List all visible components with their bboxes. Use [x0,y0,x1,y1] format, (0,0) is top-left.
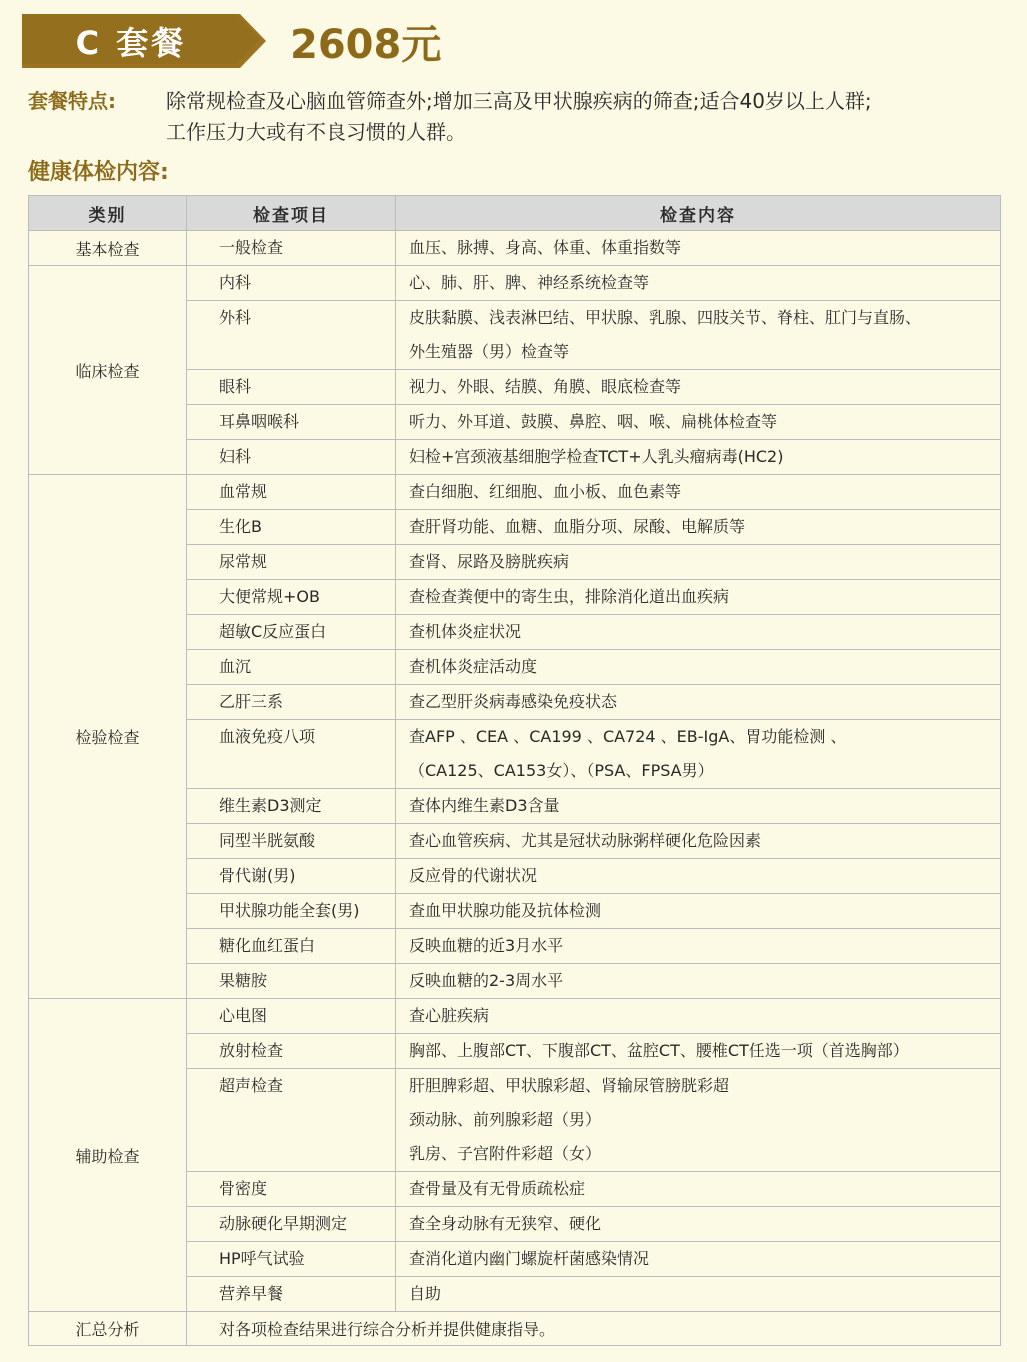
column-header-content: 检查内容 [396,196,1001,231]
content-cell [396,231,1001,266]
content-line: 查体内维生素D3含量 [409,796,560,815]
content-cell [396,1207,1001,1242]
content-cell [396,1242,1001,1277]
content-line: 肝胆脾彩超、甲状腺彩超、肾输尿管膀胱彩超 [409,1076,730,1095]
features-line: 除常规检查及心脑血管筛查外;增加三高及甲状腺疾病的筛查;适合40岁以上人群; [166,89,872,113]
content-line: 皮肤黏膜、浅表淋巴结、甲状腺、乳腺、四肢关节、脊柱、肛门与直肠、 [409,308,922,327]
content-line: 查机体炎症状况 [409,622,522,641]
package-name: C 套餐 [75,24,187,62]
category-cell: 辅助检查 [29,999,187,1312]
content-cell [396,894,1001,929]
item-cell [187,510,396,545]
item-name: 血沉 [219,657,252,676]
item-name: 内科 [219,273,252,292]
item-cell [187,405,396,440]
content-line: 查肝肾功能、血糖、血脂分项、尿酸、电解质等 [409,517,746,536]
item-name: 放射检查 [219,1041,284,1060]
item-cell [187,650,396,685]
item-name: 维生素D3测定 [219,796,322,815]
item-cell [187,1034,396,1069]
item-name: 大便常规+OB [219,587,320,606]
content-cell [396,1034,1001,1069]
item-cell [187,1207,396,1242]
content-line: 查全身动脉有无狭窄、硬化 [409,1214,602,1233]
content-line: 查心血管疾病、尤其是冠状动脉粥样硬化危险因素 [409,831,762,850]
table-row [29,999,1001,1034]
content-line: 反映血糖的2-3周水平 [409,971,564,990]
features-line: 工作压力大或有不良习惯的人群。 [166,120,466,144]
content-line: 视力、外眼、结膜、角膜、眼底检查等 [409,377,682,396]
content-cell [396,475,1001,510]
item-name: 超敏C反应蛋白 [219,622,327,641]
content-line: 乳房、子宫附件彩超（女） [409,1144,602,1163]
item-name: 营养早餐 [219,1284,284,1303]
table-row [29,475,1001,510]
summary-category-cell: 汇总分析 [29,1312,187,1346]
item-cell [187,440,396,475]
content-line: 反映血糖的近3月水平 [409,936,564,955]
content-line: 自助 [409,1284,442,1303]
content-cell [396,685,1001,720]
item-cell [187,1172,396,1207]
content-line: 查AFP 、CEA 、CA199 、CA724 、EB-IgA、胃功能检测 、 [409,727,847,746]
features-label: 套餐特点: [28,89,116,113]
content-line: （CA125、CA153女）、（PSA、FPSA男） [409,761,714,780]
item-cell [187,231,396,266]
content-cell [396,1069,1001,1172]
item-name: 眼科 [219,377,252,396]
item-cell [187,929,396,964]
item-name: 同型半胱氨酸 [219,831,316,850]
item-name: 心电图 [219,1006,268,1025]
content-line: 查骨量及有无骨质疏松症 [409,1179,586,1198]
item-cell [187,615,396,650]
item-cell [187,545,396,580]
content-cell [396,510,1001,545]
content-line: 外生殖器（男）检查等 [409,342,570,361]
item-cell [187,1242,396,1277]
item-cell [187,964,396,999]
item-name: 耳鼻咽喉科 [219,412,300,431]
content-cell [396,720,1001,789]
package-price: 2608元 [290,21,442,68]
content-line: 妇检+宫颈液基细胞学检查TCT+人乳头瘤病毒(HC2) [409,447,784,466]
item-cell [187,475,396,510]
content-line: 反应骨的代谢状况 [409,866,538,885]
package-banner [22,14,266,68]
item-cell [187,894,396,929]
item-name: 果糖胺 [219,971,268,990]
content-cell [396,301,1001,370]
item-name: 血液免疫八项 [219,727,316,746]
content-line: 胸部、上腹部CT、下腹部CT、盆腔CT、腰椎CT任选一项（首选胸部） [409,1041,909,1060]
content-cell [396,370,1001,405]
item-name: 外科 [219,308,252,327]
content-cell [396,824,1001,859]
content-line: 查机体炎症活动度 [409,657,538,676]
item-name: 骨密度 [219,1179,268,1198]
content-cell [396,964,1001,999]
content-cell [396,266,1001,301]
content-cell [396,545,1001,580]
item-name: 骨代谢(男) [219,866,296,885]
item-cell [187,301,396,370]
content-line: 查消化道内幽门螺旋杆菌感染情况 [409,1249,650,1268]
content-cell [396,580,1001,615]
content-line: 查白细胞、红细胞、血小板、血色素等 [409,482,682,501]
item-name: 动脉硬化早期测定 [219,1214,348,1233]
item-name: 糖化血红蛋白 [219,936,316,955]
column-header-item: 检查项目 [187,196,396,231]
content-line: 血压、脉搏、身高、体重、体重指数等 [409,238,682,257]
table-header-row [29,196,1001,231]
table-row [29,231,1001,266]
content-line: 查血甲状腺功能及抗体检测 [409,901,602,920]
content-line: 颈动脉、前列腺彩超（男） [409,1110,602,1129]
category-cell: 基本检查 [29,231,187,266]
item-name: 超声检查 [219,1076,284,1095]
item-cell [187,999,396,1034]
content-line: 查乙型肝炎病毒感染免疫状态 [409,692,618,711]
item-name: 乙肝三系 [219,692,284,711]
item-cell [187,1277,396,1312]
table-row [29,266,1001,301]
table-body [29,231,1001,1346]
item-name: 生化B [219,517,262,536]
content-line: 查检查粪便中的寄生虫，排除消化道出血疾病 [409,587,730,606]
item-cell [187,824,396,859]
content-cell [396,405,1001,440]
item-cell [187,370,396,405]
features-text [166,86,1006,148]
item-cell [187,1069,396,1172]
content-cell [396,999,1001,1034]
item-cell [187,789,396,824]
column-header-category: 类别 [29,196,187,231]
content-cell [396,1172,1001,1207]
content-cell [396,1277,1001,1312]
exam-table [28,195,1001,1346]
section-title: 健康体检内容: [28,160,169,185]
content-line: 查心脏疾病 [409,1006,490,1025]
summary-row [29,1312,1001,1346]
item-name: 甲状腺功能全套(男) [219,901,360,920]
content-cell [396,929,1001,964]
category-cell: 临床检查 [29,266,187,475]
content-line: 查肾、尿路及膀胱疾病 [409,552,570,571]
item-cell [187,859,396,894]
content-line: 听力、外耳道、鼓膜、鼻腔、咽、喉、扁桃体检查等 [409,412,778,431]
item-name: 一般检查 [219,238,284,257]
summary-content-cell: 对各项检查结果进行综合分析并提供健康指导。 [187,1312,1001,1346]
item-name: 血常规 [219,482,268,501]
item-cell [187,720,396,789]
content-cell [396,859,1001,894]
item-cell [187,266,396,301]
content-cell [396,650,1001,685]
content-cell [396,615,1001,650]
item-name: HP呼气试验 [219,1249,305,1268]
content-line: 心、肺、肝、脾、神经系统检查等 [409,273,650,292]
content-cell [396,440,1001,475]
item-cell [187,580,396,615]
content-cell [396,789,1001,824]
item-name: 妇科 [219,447,252,466]
item-cell [187,685,396,720]
item-name: 尿常规 [219,552,268,571]
category-cell: 检验检查 [29,475,187,999]
